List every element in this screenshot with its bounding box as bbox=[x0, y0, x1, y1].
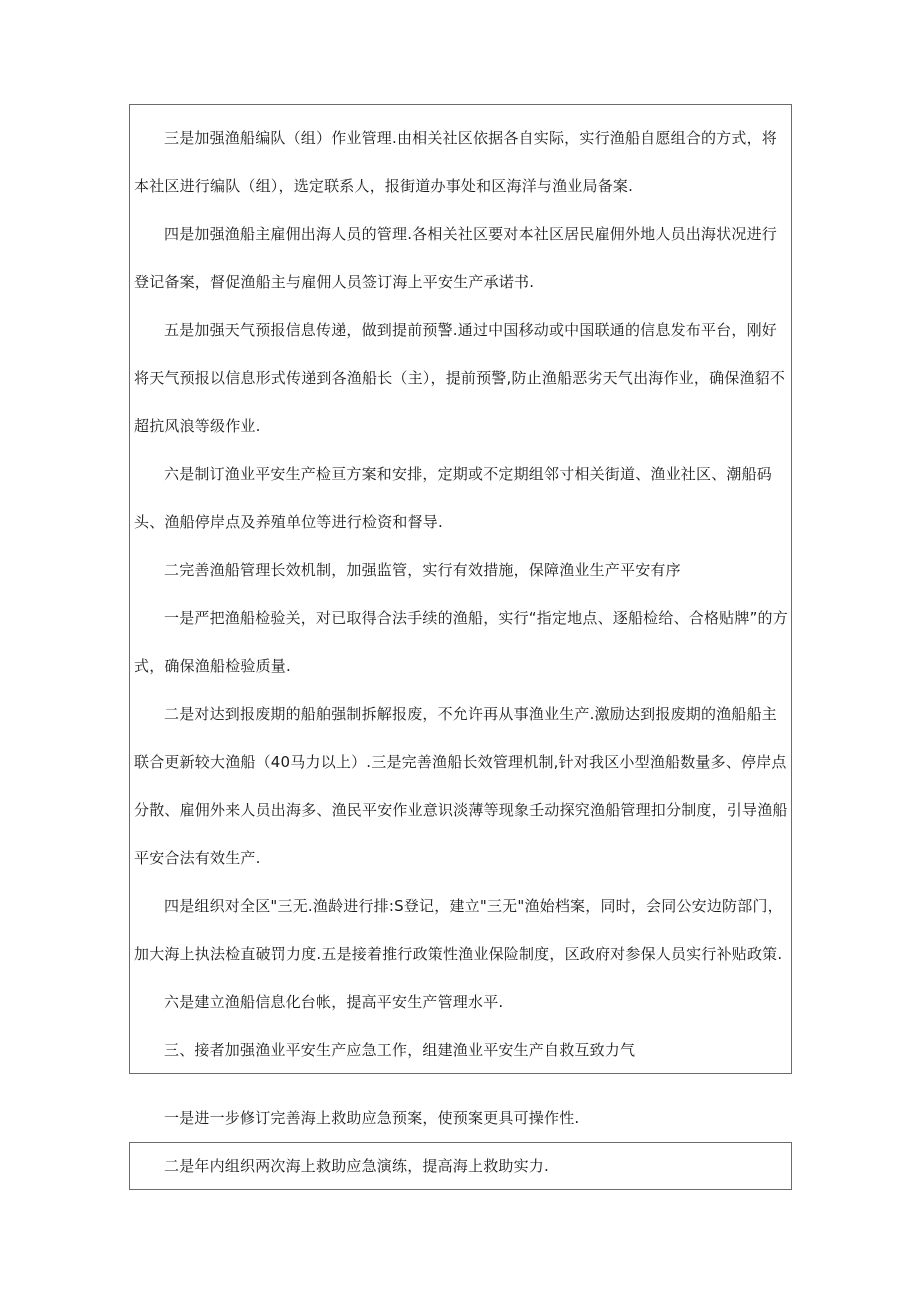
section-heading-emergency: 三、接者加强渔业平安生产应急工作，组建渔业平安生产自救互致力气 bbox=[164, 1041, 636, 1059]
paragraph-one-inspection: 一是严把渔船检验关，对已取得合法手续的渔船，实行“指定地点、逐船检给、合格贴牌”的方式，确保渔船检验质量. bbox=[134, 609, 788, 675]
paragraph-two-scrapping: 二是对达到报废期的船舶强制拆解报废，不允许再从事渔业生产.激励达到报废期的渔船船主联合更新较大渔船（40马力以上）.三是完善渔船长效管理机制,针对我区小型渔船数量多、停岸点分散、雇佣外来人员出海多、渔民平安作业意识淡薄等现象壬动探究渔船管理扣分制度，引导渔船平安合法有效生产. bbox=[134, 705, 788, 867]
paragraph-six-ledger: 六是建立渔船信息化台帐，提高平安生产管理水平. bbox=[164, 993, 504, 1011]
section-heading-long-term-mechanism: 二完善渔船管理长效机制，加强监管，实行有效措施，保障渔业生产平安有序 bbox=[164, 561, 681, 579]
paragraph-five-weather-warning: 五是加强天气预报信息传递，做到提前预警.通过中国移动或中国联通的信息发布平台，刚好将天气预报以信息形式传递到各渔船长（主），提前预警,防止渔船恶劣天气出海作业，确保渔貂不超抗风浪等级作业. bbox=[134, 321, 786, 435]
paragraph-four-hired-crew: 四是加强渔船主雇佣出海人员的管理.各相关社区要对本社区居民雇佣外地人员出海状况进行登记备案，督促渔船主与雇佣人员签订海上平安生产承诺书. bbox=[134, 225, 777, 291]
paragraph-four-three-no-vessels: 四是组织对全区"三无.渔龄进行排:S登记，建立"三无"渔始档案，同时，会同公安边防部门，加大海上执法检直破罚力度.五是接着推行政策性渔业保险制度，区政府对参保人员实行补贴政策. bbox=[134, 897, 783, 963]
paragraph-two-drills: 二是年内组织两次海上救助应急演练，提高海上救助实力. bbox=[164, 1157, 549, 1175]
paragraph-six-inspection-plan: 六是制订渔业平安生产检亘方案和安排，定期或不定期组邻寸相关街道、渔业社区、潮船码头、渔船停岸点及养殖单位等进行检资和督导. bbox=[134, 465, 773, 531]
paragraph-one-emergency-plan: 一是进一步修订完善海上救助应急预案，使预案更具可操作性. bbox=[164, 1109, 580, 1127]
paragraph-three-fleet-management: 三是加强渔船编队（组）作业管理.由相关社区依据各自实际，实行渔船自愿组合的方式，将本社区进行编队（组），选定联系人，报街道办事处和区海洋与渔业局备案. bbox=[134, 129, 777, 195]
